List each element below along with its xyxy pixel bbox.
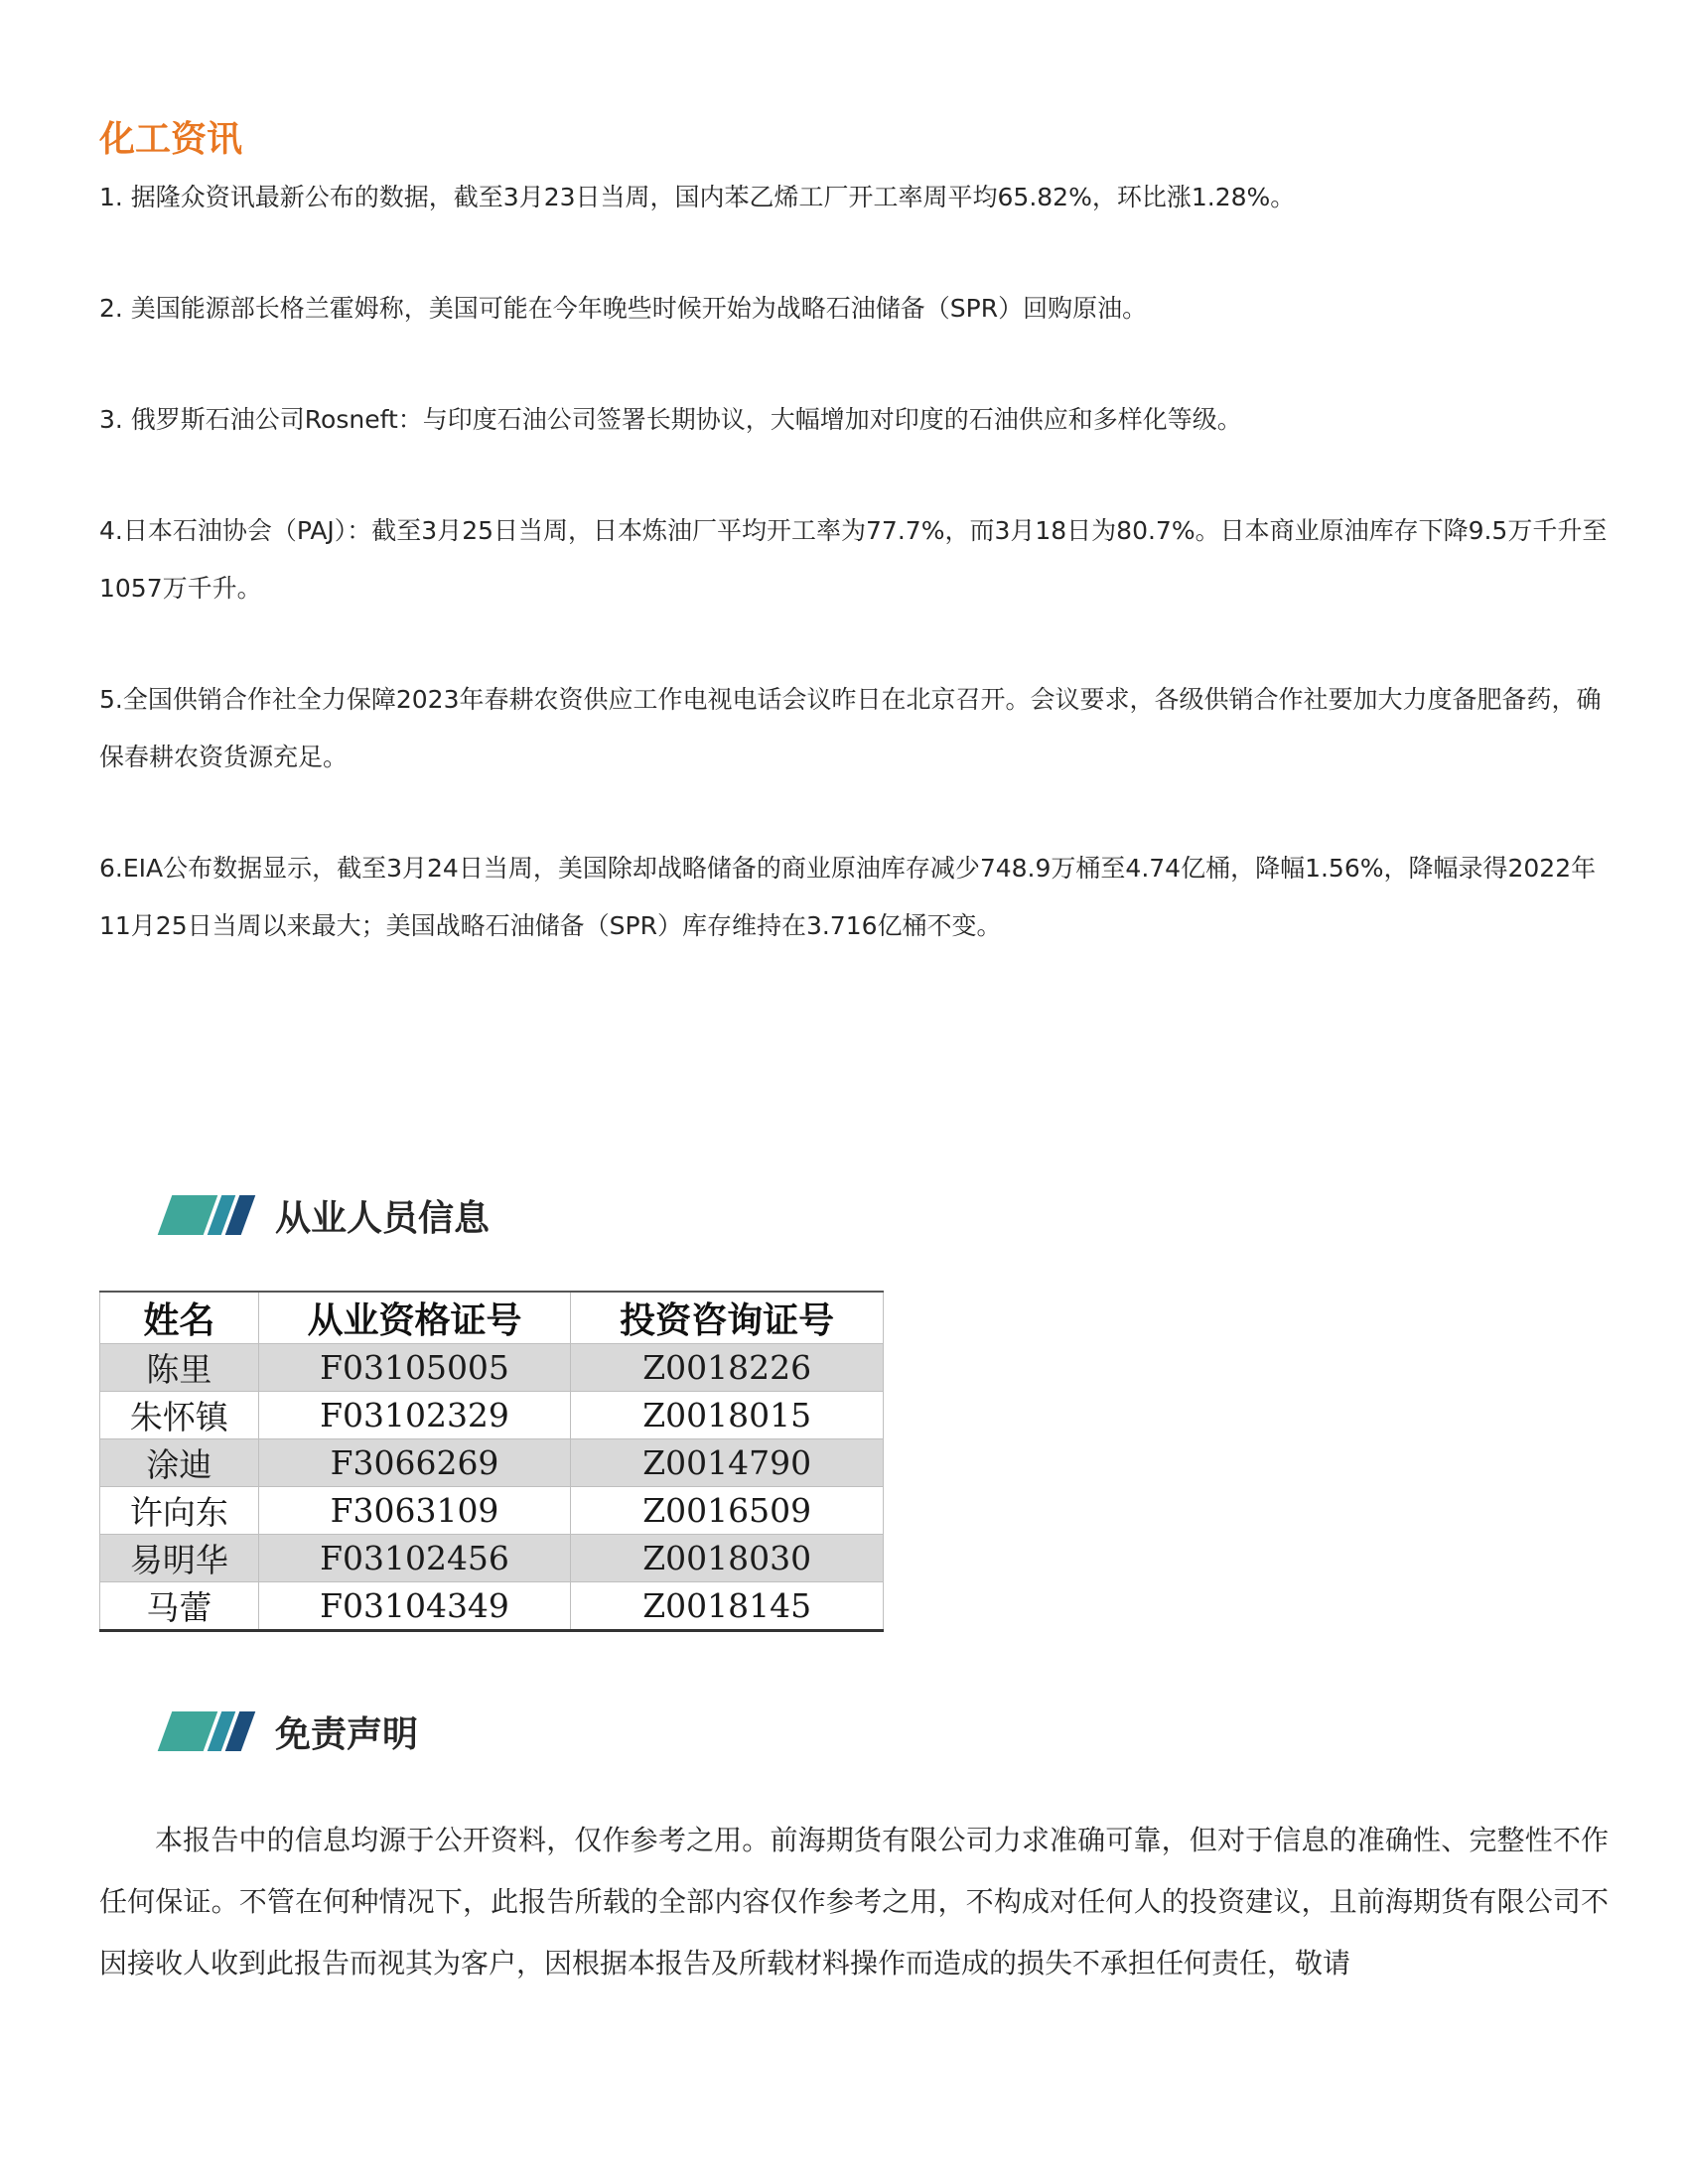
cell-qualification-no: F03102456 (258, 1535, 571, 1582)
cell-name: 许向东 (100, 1487, 259, 1535)
table-row (100, 1344, 884, 1392)
cell-consulting-no: Z0018226 (571, 1344, 884, 1392)
news-item-5: 5.全国供销合作社全力保障2023年春耕农资供应工作电视电话会议昨日在北京召开。会议要求，各级供销合作社要加大力度备肥备药，确保春耕农资货源充足。 (99, 685, 1602, 771)
news-item-3: 3. 俄罗斯石油公司Rosneft：与印度石油公司签署长期协议，大幅增加对印度的石油供应和多样化等级。 (99, 405, 1242, 434)
cell-qualification-no: F03104349 (258, 1582, 571, 1631)
header-consulting-no: 投资咨询证号 (571, 1292, 884, 1344)
cell-qualification-no: F3063109 (258, 1487, 571, 1535)
news-item-4: 4.日本石油协会（PAJ）：截至3月25日当周，日本炼油厂平均开工率为77.7%，而3月18日为80.7%。日本商业原油库存下降9.5万千升至1057万千升。 (99, 516, 1608, 603)
staff-section-header (159, 1187, 490, 1243)
news-section-title: 化工资讯 (99, 119, 243, 160)
cell-consulting-no: Z0018145 (571, 1582, 884, 1631)
news-list (99, 169, 1609, 1009)
news-item-1: 1. 据隆众资讯最新公布的数据，截至3月23日当周，国内苯乙烯工厂开工率周平均65.82%，环比涨1.28%。 (99, 183, 1296, 211)
table-row (100, 1392, 884, 1439)
table-header-row (100, 1292, 884, 1344)
cell-qualification-no: F03105005 (258, 1344, 571, 1392)
cell-name: 易明华 (100, 1535, 259, 1582)
cell-consulting-no: Z0016509 (571, 1487, 884, 1535)
cell-qualification-no: F03102329 (258, 1392, 571, 1439)
cell-name: 陈里 (100, 1344, 259, 1392)
staff-section-title: 从业人员信息 (275, 1197, 491, 1239)
disclaimer-text: 本报告中的信息均源于公开资料，仅作参考之用。前海期货有限公司力求准确可靠，但对于信息的准确性、完整性不作任何保证。不管在何种情况下，此报告所载的全部内容仅作参考之用，不构成对任何人的投资建议，且前海期货有限公司不因接收人收到此报告而视其为客户，因根据本报告及所载材料操作而造成的损失不承担任何责任，敬请 (99, 1824, 1609, 1979)
cell-name: 朱怀镇 (100, 1392, 259, 1439)
disclaimer-section-title: 免责声明 (275, 1713, 419, 1755)
staff-table (99, 1291, 884, 1632)
header-name: 姓名 (100, 1292, 259, 1344)
cell-consulting-no: Z0018030 (571, 1535, 884, 1582)
cell-consulting-no: Z0018015 (571, 1392, 884, 1439)
table-row (100, 1487, 884, 1535)
cell-name: 涂迪 (100, 1439, 259, 1487)
section-emblem-icon (159, 1711, 253, 1751)
table-row (100, 1535, 884, 1582)
header-qualification-no: 从业资格证号 (258, 1292, 571, 1344)
news-item-2: 2. 美国能源部长格兰霍姆称，美国可能在今年晚些时候开始为战略石油储备（SPR）回购原油。 (99, 294, 1148, 323)
cell-qualification-no: F3066269 (258, 1439, 571, 1487)
disclaimer-section-header (159, 1704, 418, 1759)
table-row (100, 1439, 884, 1487)
news-item-6: 6.EIA公布数据显示，截至3月24日当周，美国除却战略储备的商业原油库存减少748.9万桶至4.74亿桶，降幅1.56%，降幅录得2022年11月25日当周以来最大；美国战略石油储备（SPR）库存维持在3.716亿桶不变。 (99, 854, 1597, 940)
cell-name: 马蕾 (100, 1582, 259, 1631)
cell-consulting-no: Z0014790 (571, 1439, 884, 1487)
section-emblem-icon (159, 1195, 253, 1235)
table-row (100, 1582, 884, 1631)
